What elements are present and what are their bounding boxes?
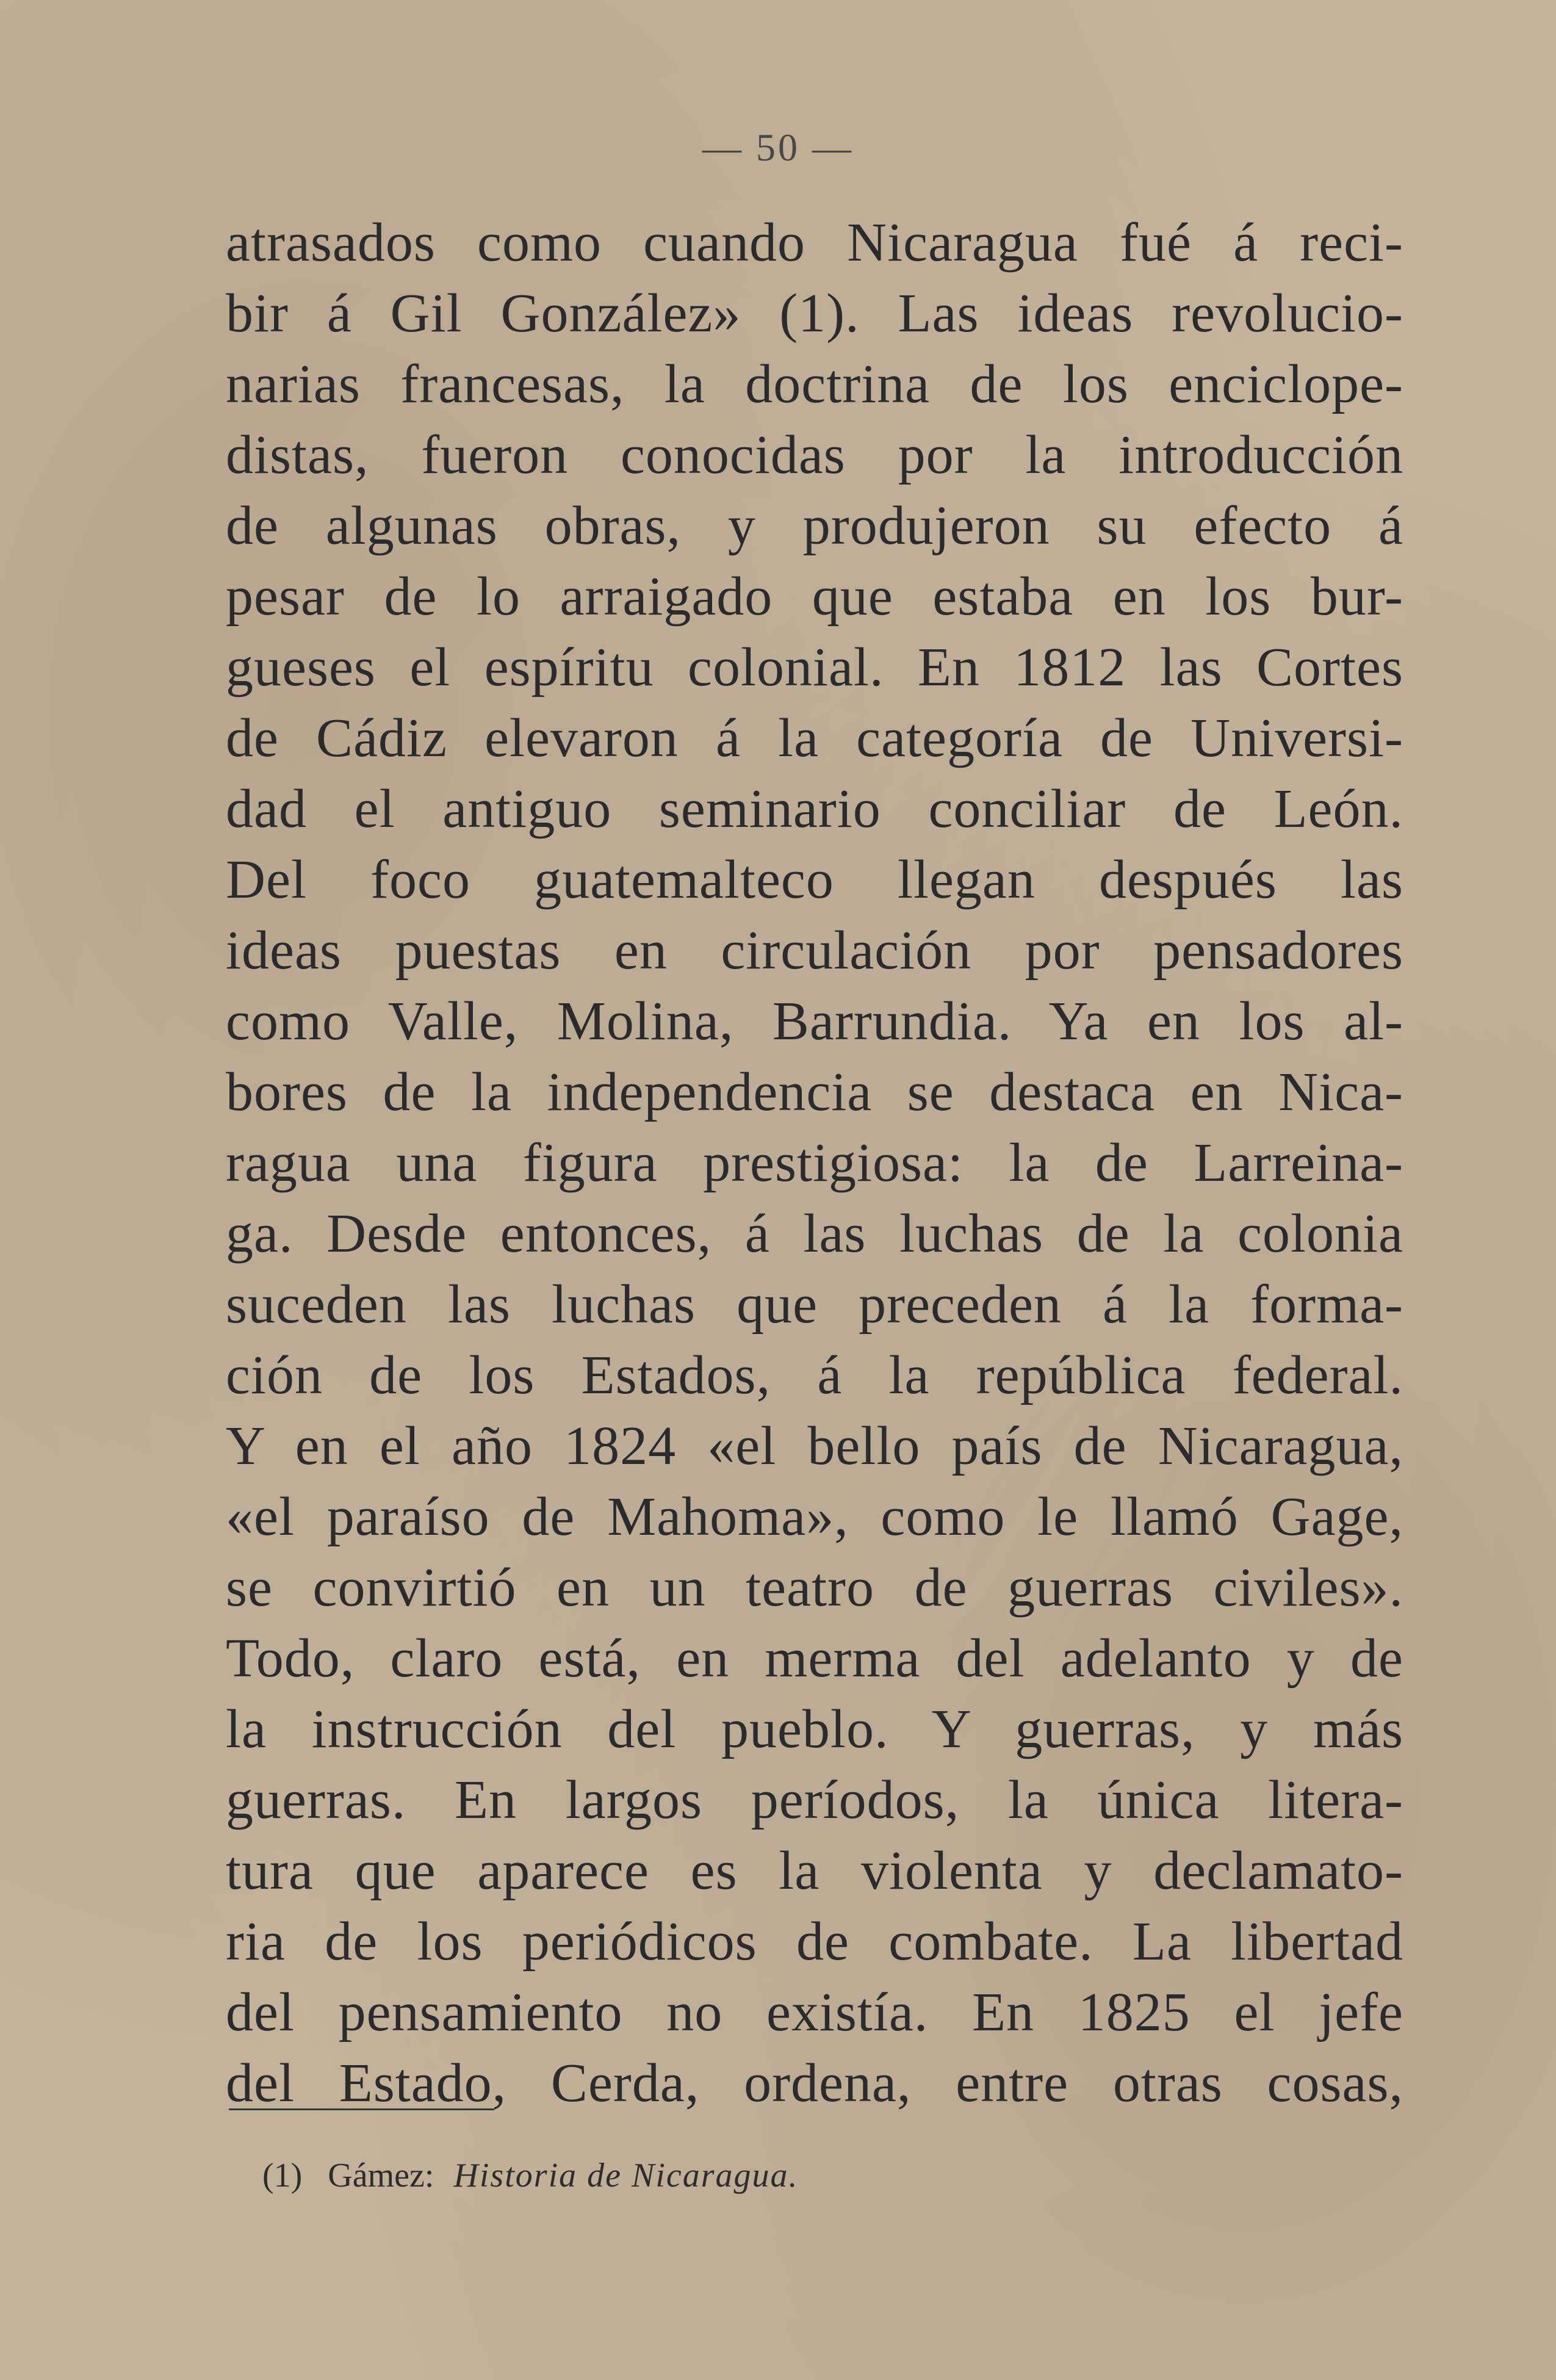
text-line: ragua una figura prestigiosa: la de Larreina-: [226, 1133, 1403, 1193]
text-line: como Valle, Molina, Barrundia. Ya en los al-: [226, 991, 1403, 1051]
text-line: ción de los Estados, á la república federal.: [226, 1345, 1403, 1405]
footnote: [262, 2154, 799, 2197]
text-line: distas, fueron conocidas por la introducción: [226, 425, 1403, 485]
text-line: del pensamiento no existía. En 1825 el jefe: [226, 1982, 1403, 2043]
text-line: «el paraíso de Mahoma», como le llamó Gage,: [226, 1487, 1403, 1547]
text-line: gueses el espíritu colonial. En 1812 las Cortes: [226, 637, 1403, 698]
page-number: — 50 —: [702, 126, 854, 169]
text-line: de Cádiz elevaron á la categoría de Universi-: [226, 708, 1403, 768]
text-line: de algunas obras, y produjeron su efecto á: [226, 496, 1403, 556]
footnote-author: Gámez:: [328, 2157, 434, 2194]
text-line: dad el antiguo seminario conciliar de León.: [226, 779, 1403, 839]
text-line: Del foco guatemalteco llegan después las: [226, 849, 1403, 910]
footnote-marker: (1): [262, 2157, 303, 2194]
text-line: se convirtió en un teatro de guerras civiles».: [226, 1557, 1403, 1618]
text-line: atrasados como cuando Nicaragua fué á reci-: [226, 212, 1403, 273]
body-text: [226, 207, 1403, 2119]
text-line: la instrucción del pueblo. Y guerras, y más: [226, 1699, 1403, 1759]
footnote-divider: [229, 2108, 494, 2110]
text-line: bores de la independencia se destaca en Nica-: [226, 1062, 1403, 1122]
text-line: Y en el año 1824 «el bello país de Nicaragua,: [226, 1416, 1403, 1476]
footnote-title: Historia de Nicaragua.: [453, 2157, 799, 2194]
text-line: suceden las luchas que preceden á la forma-: [226, 1274, 1403, 1335]
text-line: ria de los periódicos de combate. La libertad: [226, 1911, 1403, 1972]
text-line: tura que aparece es la violenta y declamato-: [226, 1841, 1403, 1901]
text-line: Todo, claro está, en merma del adelanto y de: [226, 1628, 1403, 1689]
text-line: ga. Desde entonces, á las luchas de la colonia: [226, 1203, 1403, 1264]
text-line: pesar de lo arraigado que estaba en los bur-: [226, 566, 1403, 627]
text-line: guerras. En largos períodos, la única litera-: [226, 1770, 1403, 1830]
text-line: bir á Gil González» (1). Las ideas revolucio-: [226, 283, 1403, 344]
text-line: narias francesas, la doctrina de los enciclope-: [226, 354, 1403, 414]
text-line: del Estado, Cerda, ordena, entre otras cosas,: [226, 2053, 1403, 2113]
text-line: ideas puestas en circulación por pensadores: [226, 920, 1403, 981]
